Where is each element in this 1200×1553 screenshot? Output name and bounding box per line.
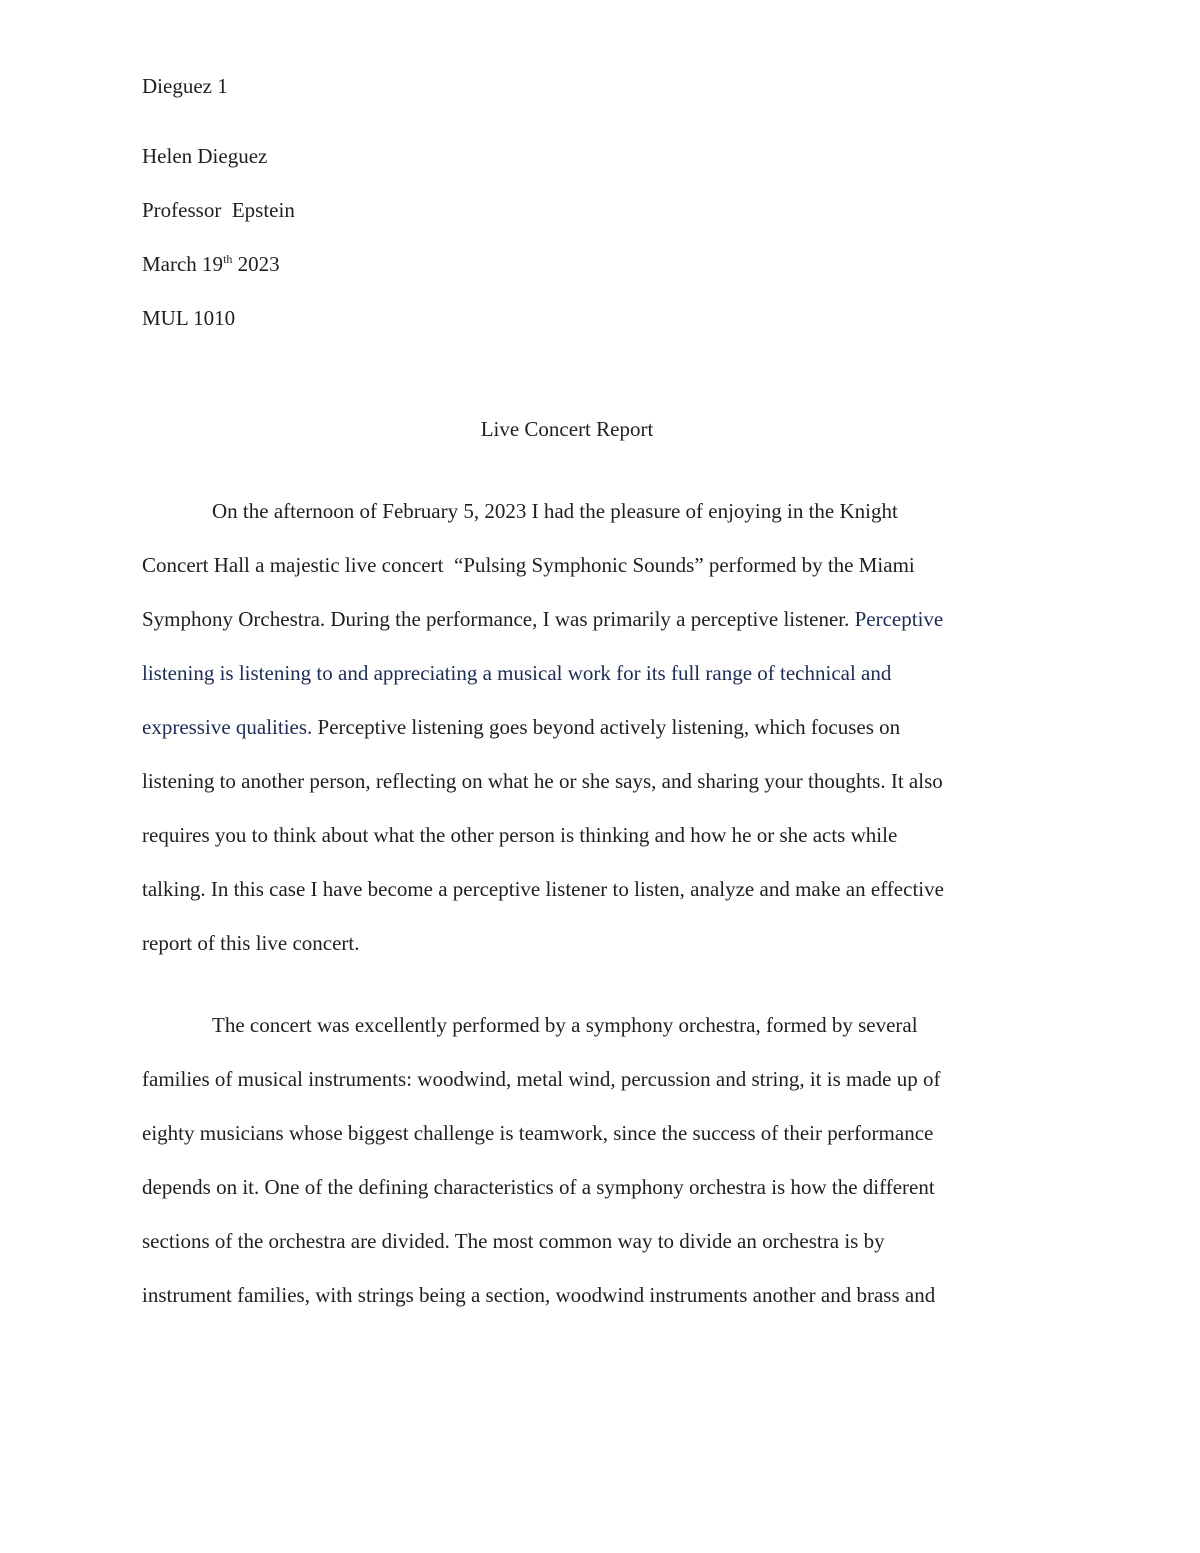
paragraph-line: listening to another person, reflecting on what he or she says, and sharing your thoughts. It also — [142, 769, 943, 793]
mla-heading — [142, 142, 295, 358]
paragraph-line: On the afternoon of February 5, 2023 I had the pleasure of enjoying in the Knight — [212, 499, 898, 523]
date-ordinal-suffix: th — [223, 252, 233, 267]
paragraph-line-definition: listening is listening to and appreciating a musical work for its full range of technical and — [142, 661, 892, 685]
paragraph-line: instrument families, with strings being a section, woodwind instruments another and brass and — [142, 1283, 936, 1307]
paragraph-line: sections of the orchestra are divided. The most common way to divide an orchestra is by — [142, 1229, 885, 1253]
instructor-name: Professor Epstein — [142, 198, 295, 222]
paragraph-1 — [142, 497, 1042, 983]
line-segment: Symphony Orchestra. During the performance, I was primarily a perceptive listener. — [142, 607, 850, 631]
running-head: Dieguez 1 — [142, 74, 228, 98]
line-segment-definition: Perceptive — [849, 607, 944, 631]
paragraph-line: The concert was excellently performed by a symphony orchestra, formed by several — [212, 1013, 918, 1037]
paragraph-line: families of musical instruments: woodwind, metal wind, percussion and string, it is made up of — [142, 1067, 941, 1091]
date-year: 2023 — [232, 252, 280, 276]
paragraph-line — [142, 605, 1042, 633]
paragraph-line: report of this live concert. — [142, 931, 360, 955]
heading-date — [142, 250, 295, 278]
paragraph-line — [142, 713, 1042, 741]
course-code: MUL 1010 — [142, 306, 236, 330]
paragraph-line: talking. In this case I have become a perceptive listener to listen, analyze and make an effective — [142, 877, 944, 901]
date-month-day: March 19 — [142, 252, 224, 276]
student-name: Helen Dieguez — [142, 144, 268, 168]
paragraph-line: depends on it. One of the defining characteristics of a symphony orchestra is how the different — [142, 1175, 935, 1199]
document-title: Live Concert Report — [480, 417, 654, 441]
paragraph-line: Concert Hall a majestic live concert “Pulsing Symphonic Sounds” performed by the Miami — [142, 553, 915, 577]
paragraph-2 — [142, 1011, 1042, 1335]
paragraph-line: requires you to think about what the other person is thinking and how he or she acts while — [142, 823, 898, 847]
line-segment-definition: expressive qualities. — [142, 715, 313, 739]
line-segment: Perceptive listening goes beyond actively listening, which focuses on — [312, 715, 901, 739]
paragraph-line: eighty musicians whose biggest challenge is teamwork, since the success of their performance — [142, 1121, 934, 1145]
